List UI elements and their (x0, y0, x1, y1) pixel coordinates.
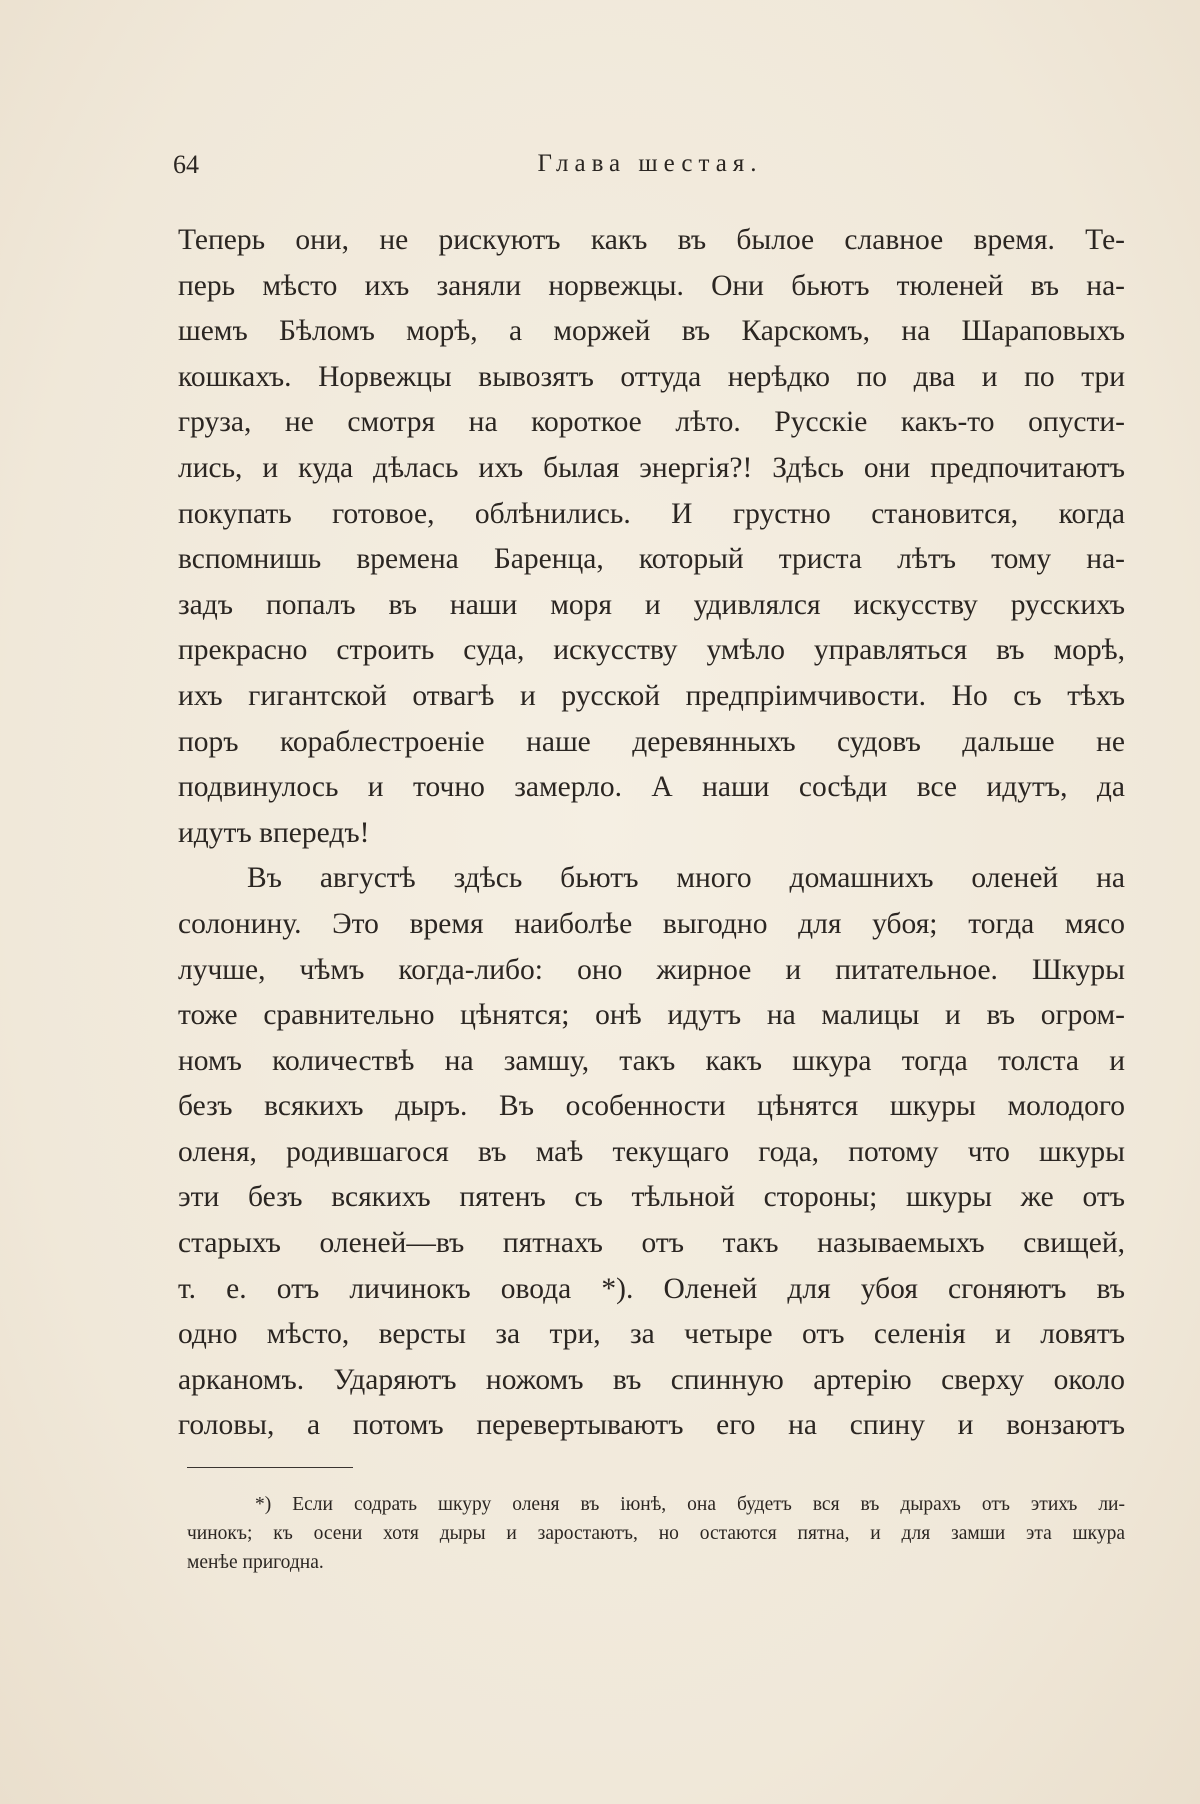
text-line: лучше, чѣмъ когда-либо: оно жирное и питательное. Шкуры (178, 953, 1125, 986)
paragraph-2 (178, 856, 1125, 1449)
text-line: номъ количествѣ на замшу, такъ какъ шкура тогда толста и (178, 1044, 1125, 1077)
text-line: старыхъ оленей—въ пятнахъ отъ такъ называемыхъ свищей, (178, 1227, 1125, 1260)
paragraph-1 (178, 218, 1125, 856)
text-line: эти безъ всякихъ пятенъ съ тѣльной стороны; шкуры же отъ (178, 1181, 1125, 1214)
text-line: идутъ впередъ! (178, 816, 370, 849)
text-line: прекрасно строить суда, искусству умѣло управляться въ морѣ, (178, 634, 1125, 667)
text-line: покупать готовое, облѣнились. И грустно становится, когда (178, 497, 1125, 530)
text-line: солонину. Это время наиболѣе выгодно для убоя; тогда мясо (178, 907, 1125, 940)
text-line: оленя, родившагося въ маѣ текущаго года, потому что шкуры (178, 1135, 1125, 1168)
text-line: подвинулось и точно замерло. А наши сосѣди все идутъ, да (178, 771, 1125, 804)
text-line: головы, а потомъ перевертываютъ его на спину и вонзаютъ (178, 1409, 1125, 1442)
text-line: кошкахъ. Норвежцы вывозятъ оттуда нерѣдко по два и по три (178, 360, 1125, 393)
page-number: 64 (173, 150, 199, 179)
text-line: арканомъ. Ударяютъ ножомъ въ спинную артерію сверху около (178, 1363, 1125, 1396)
running-head-chapter-title: Глава шестая. (537, 150, 763, 177)
text-line: одно мѣсто, версты за три, за четыре отъ селенія и ловятъ (178, 1318, 1125, 1351)
text-line: задъ попалъ въ наши моря и удивлялся искусству русскихъ (178, 588, 1125, 621)
footnote-divider (187, 1467, 353, 1468)
text-line: безъ всякихъ дыръ. Въ особенности цѣнятся шкуры молодого (178, 1090, 1125, 1123)
text-line: Въ августѣ здѣсь бьютъ много домашнихъ оленей на (247, 862, 1125, 895)
text-line: лись, и куда дѣлась ихъ былая энергія?! Здѣсь они предпочитаютъ (178, 451, 1125, 484)
text-line: перь мѣсто ихъ заняли норвежцы. Они бьютъ тюленей въ на- (178, 269, 1125, 302)
text-line: поръ кораблестроеніе наше деревянныхъ судовъ дальше не (178, 725, 1125, 758)
text-line: Теперь они, не рискуютъ какъ въ былое славное время. Те- (178, 224, 1125, 256)
footnote-line: *) Если содрать шкуру оленя въ іюнѣ, она будетъ вся въ дырахъ отъ этихъ ли- (255, 1494, 1125, 1515)
text-line: тоже сравнительно цѣнятся; онѣ идутъ на малицы и въ огром- (178, 999, 1125, 1032)
body-text (178, 218, 1125, 1449)
footnote-line: менѣе пригодна. (187, 1552, 324, 1573)
text-line: вспомнишь времена Баренца, который триста лѣтъ тому на- (178, 543, 1125, 576)
text-line: ихъ гигантской отвагѣ и русской предпріимчивости. Но съ тѣхъ (178, 679, 1125, 712)
text-line: груза, не смотря на короткое лѣто. Русскіе какъ-то опусти- (178, 406, 1125, 439)
text-line: шемъ Бѣломъ морѣ, а моржей въ Карскомъ, на Шараповыхъ (178, 315, 1125, 348)
footnote (187, 1490, 1125, 1577)
footnote-line: чинокъ; къ осени хотя дыры и заростаютъ, но остаются пятна, и для замши эта шкура (187, 1523, 1125, 1544)
text-line: т. е. отъ личинокъ овода *). Оленей для убоя сгоняютъ въ (178, 1272, 1125, 1305)
